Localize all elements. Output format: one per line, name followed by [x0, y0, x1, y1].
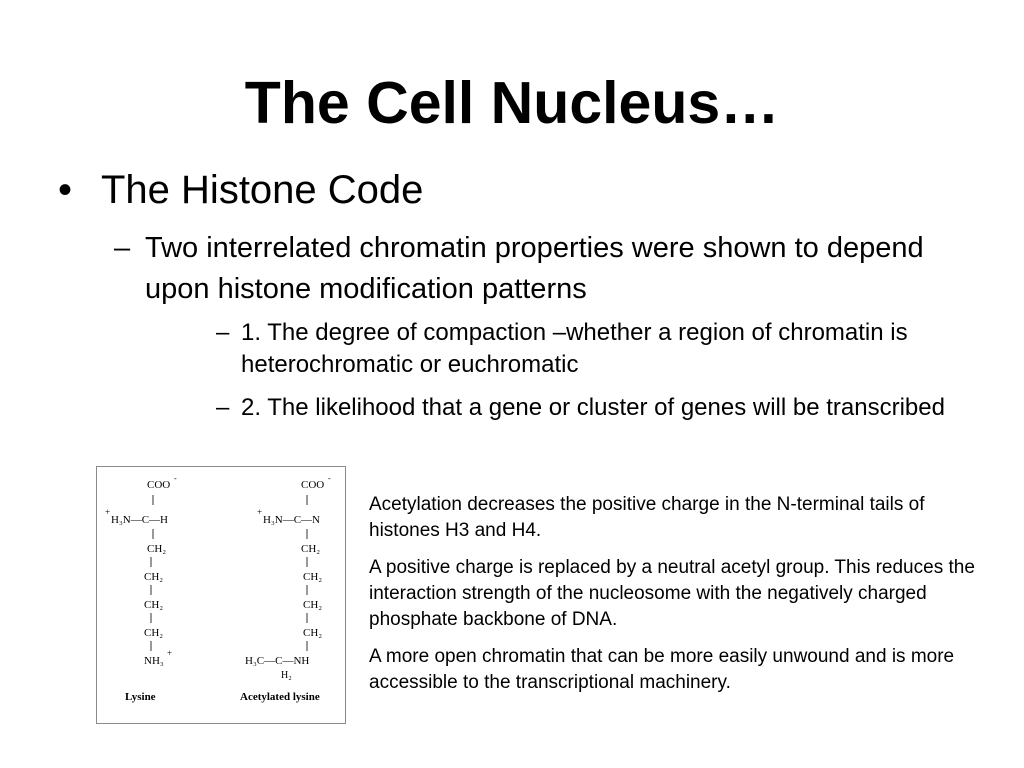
figure-notes	[369, 492, 989, 707]
acetylated-lysine-structure	[240, 474, 331, 703]
note-paragraph: A more open chromatin that can be more easily unwound and is more accessible to the transcriptional machinery.	[369, 646, 955, 693]
lysine-structure-figure	[96, 466, 346, 724]
lysine-nh3-charge: +	[167, 648, 173, 658]
bullet-marker: –	[114, 232, 131, 264]
bullet-text: 1. The degree of compaction –whether a region of chromatin is heterochromatic or euchromatic	[241, 319, 908, 378]
bullet-text: Two interrelated chromatin properties were shown to depend upon histone modification patterns	[145, 232, 924, 305]
bullet-text: 2. The likelihood that a gene or cluster of genes will be transcribed	[241, 394, 945, 421]
acetyl-ch2: CH₂	[301, 543, 321, 555]
acetyl-h2: H₂	[281, 670, 292, 681]
lysine-ch2: CH₂	[144, 599, 164, 611]
lysine-ch2: CH₂	[144, 627, 164, 639]
bullet-text: The Histone Code	[101, 168, 424, 212]
lysine-ch2: CH₂	[144, 571, 164, 583]
acetyl-ch2: CH₂	[303, 627, 323, 639]
acetyl-amino-charge: +	[257, 507, 263, 517]
lysine-coo-charge: -	[174, 474, 177, 483]
lysine-amino-group: H₃N—C—H	[111, 514, 169, 526]
lysine-ch2: CH₂	[147, 543, 167, 555]
note-paragraph: Acetylation decreases the positive charge in the N-terminal tails of histones H3 and H4.	[369, 494, 925, 541]
lysine-coo: COO	[147, 479, 171, 491]
acetyl-group: H₃C—C—NH	[245, 655, 310, 667]
acetylated-lysine-label: Acetylated lysine	[240, 691, 320, 703]
acetyl-ch2: CH₂	[303, 571, 323, 583]
note-paragraph: A positive charge is replaced by a neutral acetyl group. This reduces the interaction strength of the nucleosome with the negatively charged phosphate backbone of DNA.	[369, 557, 975, 630]
bullet-marker: •	[58, 168, 73, 212]
acetyl-ch2: CH₂	[303, 599, 323, 611]
bullet-marker: –	[216, 319, 230, 346]
acetyl-coo: COO	[301, 479, 325, 491]
slide-title: The Cell Nucleus…	[244, 70, 780, 136]
lysine-structure	[105, 474, 177, 703]
lysine-nh3: NH₃	[144, 655, 164, 667]
lysine-label: Lysine	[125, 691, 156, 703]
lysine-amino-charge: +	[105, 507, 111, 517]
acetyl-amino-group: H₃N—C—N	[263, 514, 321, 526]
bullet-marker: –	[216, 394, 230, 421]
acetyl-coo-charge: -	[328, 474, 331, 483]
